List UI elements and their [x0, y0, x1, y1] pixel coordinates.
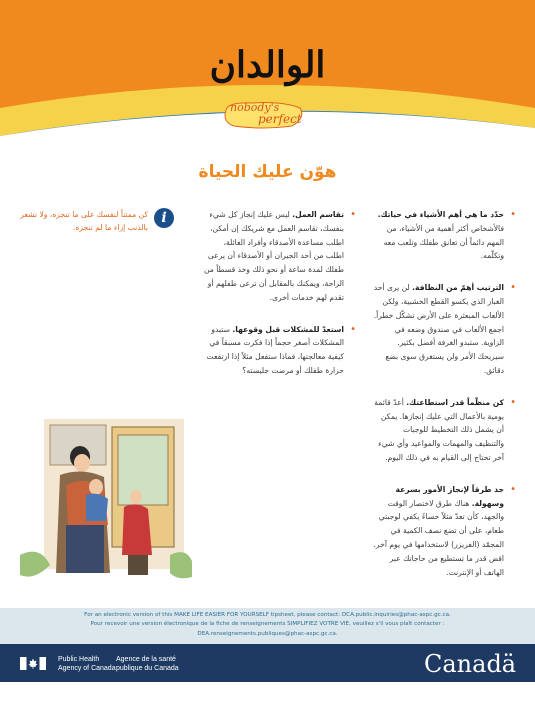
- bullet-heading: استعدّ للمشكلات قبل وقوعها.: [232, 324, 344, 334]
- bullet-item: [372, 483, 516, 580]
- bullet-item: [203, 208, 356, 305]
- contact-en: For an electronic version of this MAKE LIFE EASIER FOR YOURSELF tipsheet, please contact: DCA.public.inquiries@phac-aspc.gc.ca.: [84, 612, 451, 618]
- agency-name-fr: Agence de la santé publique du Canada: [116, 656, 179, 672]
- bullet-icon: •: [350, 209, 356, 220]
- agency-name-en: Public Health Agency of Canada: [58, 656, 116, 672]
- middle-column: [203, 208, 356, 396]
- subtitle: هوّن عليك الحياة: [198, 162, 337, 182]
- bullet-icon: •: [510, 483, 516, 495]
- family-illustration: [20, 405, 192, 585]
- bullet-item: [204, 323, 356, 378]
- canada-flag-icon: [20, 657, 46, 670]
- bullet-icon: •: [350, 323, 356, 335]
- contact-fr-email: DEA.renseignements.publiques@phac-aspc.gc.ca.: [197, 630, 338, 637]
- bullet-text: فالأشخاص أكثر أهمية من الأشياء، من المهم دائماً أن تعانق طفلك وتلعب معه وتكلّمه.: [383, 223, 504, 261]
- bullet-heading: كن منظّماً قدر استطاعتك.: [406, 397, 504, 407]
- bullet-icon: •: [510, 209, 516, 220]
- bullet-text: لن يرى أحد الغبار الذي يكسو القطع الخشبية، ولكن الألعاب المبعثرة على الأرض تشكّل خطراً. اجمع الألعاب في صندوق وضعه في الزاوية. ستبدو الغرفة أفضل بكثير. سيريحك الأمر ولن يستغرق سوى بضع دقائق.: [373, 283, 504, 375]
- bullet-heading: تقاسم العمل.: [292, 210, 344, 219]
- bullet-heading: الترتيب أهمّ من النظافة.: [412, 283, 504, 293]
- tip-text: كن ممتناً لنفسك على ما تنجزه، ولا تشعر بالذنب إزاء ما لم تنجزه.: [20, 210, 148, 232]
- bullet-item: [372, 396, 516, 465]
- contact-info: [0, 608, 535, 645]
- page-title: الوالدان: [209, 44, 326, 86]
- bullet-heading: جد طرقاً لإنجاز الأمور بسرعة وسهولة.: [395, 484, 504, 508]
- bullet-text: ليس عليك إنجاز كل شيء بنفسك، تقاسم العمل مع شريكك إن أمكن، اطلب مساعدة الأصدقاء وأفراد العائلة، اطلب من أحد الجيران أو الأصدقاء أن يرعى طفلك لمدة ساعة أو نحو ذلك وخذ قسطاً من الراحة، ويمكنك بالمقابل أن ترعى طفلهم أو تقدم لهم خدمات أخرى.: [203, 210, 344, 302]
- bullet-heading: حدّد ما هي أهم الأشياء في حياتك.: [377, 210, 504, 219]
- nobodys-perfect-logo: [222, 100, 306, 130]
- bullet-item: [372, 281, 516, 378]
- bullet-text: هناك طرق لاختصار الوقت والجهد، كأن تعدّ مثلاً حساءً يكفي لوجبتي طعام، على أن تضع نصف الكمية في المجمّد (الفريزر) لاستخدامها في يوم آخر. اقض قدر ما تستطيع من حاجاتك عبر الهاتف أو الإنترنت.: [373, 498, 504, 577]
- bullet-text: ستبدو المشكلات أصغر حجماً إذا فكرت مسبقاً في كيفية معالجتها، فماذا ستفعل مثلاً إذا ارتفعت حرارة طفلك أو مرضت جليسته؟: [206, 324, 344, 375]
- bullet-icon: •: [510, 396, 516, 408]
- logo-line2: perfect: [258, 112, 302, 126]
- bullet-icon: •: [510, 282, 516, 294]
- logo-line1: nobody's: [230, 101, 280, 114]
- bullet-item: [372, 208, 516, 263]
- bullet-text: أعدّ قائمة يومية بالأعمال التي عليك إنجازها. يمكن أن يشمل ذلك التخطيط للوجبات والتنظيف والمهمات والمواعيد وأي شيء آخر تحتاج إلى القيام به في ذلك اليوم.: [374, 397, 504, 462]
- footer-bar: [0, 644, 535, 682]
- info-icon: i: [154, 208, 174, 228]
- canada-wordmark: Canadä: [424, 650, 517, 678]
- right-column: [372, 208, 516, 597]
- contact-fr: Pour recevoir une version électronique de la fiche de renseignements SIMPLIFIEZ VOTRE VIE, veuillez s'il vous plaît contacter :: [90, 621, 445, 628]
- tip-box: [16, 208, 176, 238]
